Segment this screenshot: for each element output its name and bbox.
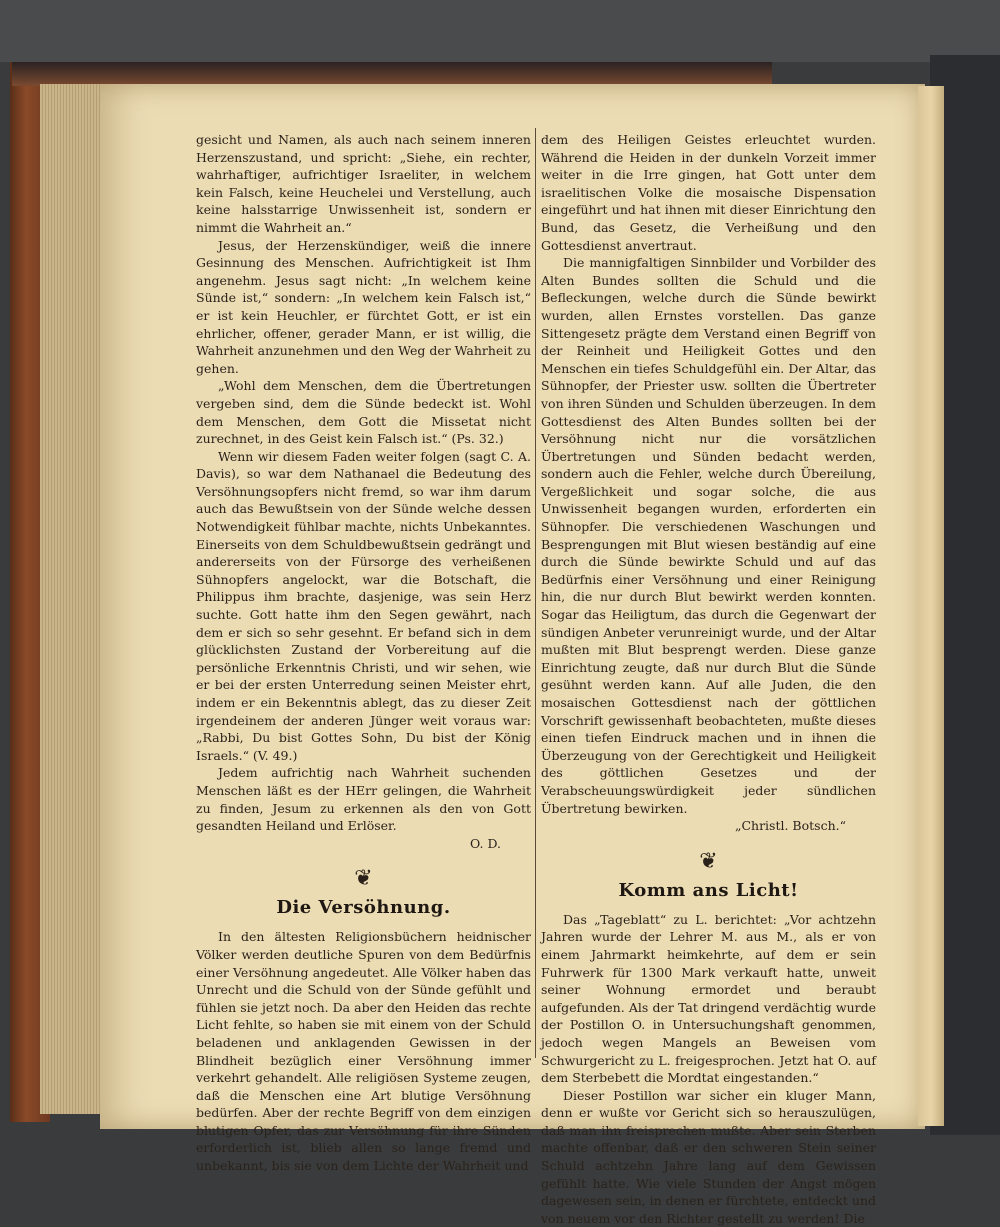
- right-paragraph-1: dem des Heiligen Geistes erleuchtet wurden. Während die Heiden in der dunkeln Vorzeit immer weiter in die Irre gingen, hat Gott unter dem israelitischen Volke die mosaische Dispensation eingeführt und hat ihnen mit dieser Einrichtung den Bund, das Gesetz, die Verheißung und den Gottesdienst anvertraut.: [541, 132, 876, 253]
- right-signature: „Christl. Botsch.“: [734, 818, 846, 834]
- left-paragraph-4: Wenn wir diesem Faden weiter folgen (sagt C. A. Davis), so war dem Nathanael die Bedeutung des Versöhnungsopfers nicht fremd, so war ihm darum auch das Bewußtsein von der Sünde welche dessen Notwendigkeit fühlbar machte, nichts Unbekanntes. Einerseits von dem Schuldbewußtsein gedrängt und andererseits von der Fürsorge des verheißenen Sühnopfers angelockt, war die Botschaft, die Philippus ihm brachte, dasjenige, was sein Herz suchte. Gott hatte ihm den Segen gewährt, nach dem er sich so sehr gesehnt. Er befand sich in dem glücklichsten Zustand der Vorbereitung auf die persönliche Erkenntnis Christi, und wir sehen, wie er bei der ersten Unterredung seinen Meister ehrt, indem er ein Bekenntnis ablegt, das zu dieser Zeit irgendeinem der anderen Jünger weit voraus war: „Rabbi, Du bist Gottes Sohn, Du bist der König Israels.“ (V. 49.): [196, 448, 531, 763]
- right-ornament-icon: ❦: [699, 848, 718, 874]
- page-stack-edge: [40, 84, 106, 1114]
- left-paragraph-6: In den ältesten Religionsbüchern heidnischer Völker werden deutliche Spuren von dem Bedürfnis einer Versöhnung angedeutet. Alle Völker haben das Unrecht und die Schuld von der Sünde gefühlt und fühlen sie jetzt noch. Da aber den Heiden das rechte Licht fehlte, so haben sie mit einem von der Schuld beladenen und anklagenden Gewissen in der Blindheit bezüglich einer Versöhnung immer verkehrt gehandelt. Alle religiösen Systeme zeugen, daß die Menschen eine Art blutige Versöhnung bedürfen. Aber der rechte Begriff von dem einzigen blutigen Opfer, das zur Versöhnung für ihre Sünden erforderlich ist, blieb allen so lange fremd und unbekannt, bis sie von dem Lichte der Wahrheit und: [196, 929, 531, 1174]
- right-paragraph-3: Das „Tageblatt“ zu L. berichtet: „Vor achtzehn Jahren wurde der Lehrer M. aus M., als er von einem Jahrmarkt heimkehrte, auf dem er sein Fuhrwerk für 1300 Mark verkauft hatte, unweit seiner Wohnung ermordet und beraubt aufgefunden. Als der Tat dringend verdächtig wurde der Postillon O. in Untersuchungshaft genommen, jedoch wegen Mangels an Beweisen vom Schwurgericht zu L. freigesprochen. Jetzt hat O. auf dem Sterbebett die Mordtat eingestanden.“: [541, 911, 876, 1086]
- left-paragraph-5: Jedem aufrichtig nach Wahrheit suchenden Menschen läßt es der HErr gelingen, die Wahrheit zu finden, Jesum zu erkennen als den von Gott gesandten Heiland und Erlöser.: [196, 765, 531, 834]
- column-divider: [535, 128, 536, 1058]
- left-signature: O. D.: [469, 835, 501, 851]
- heading-komm-ans-licht: Komm ans Licht!: [618, 879, 799, 901]
- right-paragraph-4: Dieser Postillon war sicher ein kluger Mann, denn er wußte vor Gericht sich so herauszulügen, daß man ihn freisprechen mußte. Aber sein Sterben machte offenbar, daß er den schweren Stein seiner Schuld achtzehn Jahre lang auf dem Gewissen gefühlt hatte. Wie viele Stunden der Angst mögen dagewesen sein, in denen er fürchtete, entdeckt und von neuem vor den Richter gestellt zu werden! Die: [541, 1087, 876, 1226]
- left-column: [196, 131, 531, 1175]
- right-page-edge: [918, 86, 944, 1126]
- right-paragraph-2: Die mannigfaltigen Sinnbilder und Vorbilder des Alten Bundes sollten die Schuld und die Befleckungen, welche durch die Sünde bewirkt wurden, allen Ernstes vorstellen. Das ganze Sittengesetz prägte dem Verstand einen Begriff von der Reinheit und Heiligkeit Gottes und den Menschen ein tiefes Schuldgefühl ein. Der Altar, das Sühnopfer, der Priester usw. sollten die Übertreter von ihren Sünden und Schulden überzeugen. In dem Gottesdienst des Alten Bundes sollten bei der Versöhnung nicht nur die vorsätzlichen Übertretungen und Sünden bedacht werden, sondern auch die Fehler, welche durch Übereilung, Vergeßlichkeit und sogar solche, die aus Unwissenheit begangen wurden, erforderten ein Sühnopfer. Die verschiedenen Waschungen und Besprengungen mit Blut wiesen beständig auf eine durch die Sünde bewirkte Schuld und auf das Bedürfnis einer Versöhnung und einer Reinigung hin, die nur durch Blut bewirkt werden konnten. Sogar das Heiligtum, das durch die Gegenwart der sündigen Anbeter verunreinigt wurde, und der Altar mußten mit Blut besprengt werden. Diese ganze Einrichtung zeugte, daß nur durch Blut die Sünde gesühnt werden kann. Auf alle Juden, die den mosaischen Gottesdienst nach der göttlichen Vorschrift gewissenhaft beobachteten, mußte dieses einen tiefen Eindruck machen und in ihnen die Überzeugung von der Gerechtigkeit und Heiligkeit des göttlichen Gesetzes und der Verabscheuungswürdigkeit jeder sündlichen Übertretung bewirken.: [541, 255, 876, 816]
- background-top: [0, 0, 1000, 62]
- right-column: [541, 131, 876, 1227]
- left-paragraph-2: Jesus, der Herzenskündiger, weiß die innere Gesinnung des Menschen. Aufrichtigkeit ist Ihm angenehm. Jesus sagt nicht: „In welchem keine Sünde ist,“ sondern: „In welchem kein Falsch ist,“ er ist kein Heuchler, er fürchtet Gott, er ist ein ehrlicher, offener, gerader Mann, er ist willig, die Wahrheit anzunehmen und den Weg der Wahrheit zu gehen.: [196, 237, 531, 376]
- left-paragraph-1: gesicht und Namen, als auch nach seinem inneren Herzenszustand, und spricht: „Siehe, ein rechter, wahrhaftiger, aufrichtiger Israeliter, in welchem kein Falsch, keine Heuchelei und Verstellung, auch keine halsstarrige Unwissenheit ist, sondern er nimmt die Wahrheit an.“: [196, 132, 531, 235]
- left-ornament-icon: ❦: [354, 866, 373, 892]
- heading-die-versoehnung: Die Versöhnung.: [276, 897, 451, 919]
- left-paragraph-3: „Wohl dem Menschen, dem die Übertretungen vergeben sind, dem die Sünde bedeckt ist. Wohl dem Menschen, dem Gott die Missetat nicht zurechnet, in des Geist kein Falsch ist.“ (Ps. 32.): [196, 378, 531, 447]
- book-cover-top: [12, 62, 772, 86]
